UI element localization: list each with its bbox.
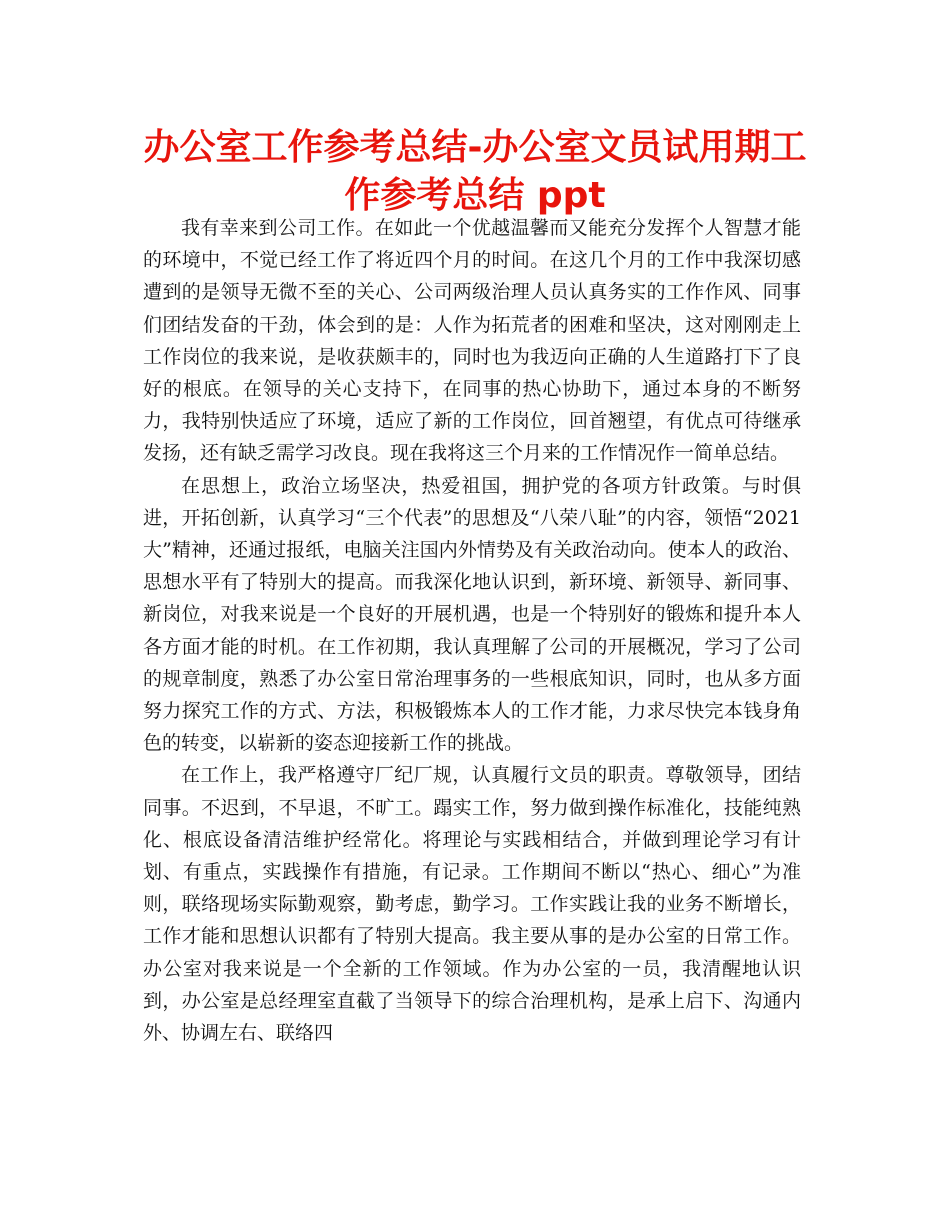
paragraph: 在思想上，政治立场坚决，热爱祖国，拥护党的各项方针政策。与时俱进，开拓创新，认真学习“三个代表”的思想及“八荣八耻”的内容，领悟“2021大”精神，还通过报纸，电脑关注国内外情势及有关政治动向。使本人的政治、思想水平有了特别大的提高。而我深化地认识到，新环境、新领导、新同事、新岗位，对我来说是一个良好的开展机遇，也是一个特别好的锻炼和提升本人各方面才能的时机。在工作初期，我认真理解了公司的开展概况，学习了公司的规章制度，熟悉了办公室日常治理事务的一些根底知识，同时，也从多方面努力探究工作的方式、方法，积极锻炼本人的工作才能，力求尽快完本钱身角色的转变，以崭新的姿态迎接新工作的挑战。 (143, 474, 801, 755)
document-title: 办公室工作参考总结-办公室文员试用期工作参考总结 ppt (143, 127, 807, 216)
paragraph: 我有幸来到公司工作。在如此一个优越温馨而又能充分发挥个人智慧才能的环境中，不觉已经工作了将近四个月的时间。在这几个月的工作中我深切感遭到的是领导无微不至的关心、公司两级治理人员认真务实的工作作风、同事们团结发奋的干劲，体会到的是：人作为拓荒者的困难和坚决，这对刚刚走上工作岗位的我来说，是收获颇丰的，同时也为我迈向正确的人生道路打下了良好的根底。在领导的关心支持下，在同事的热心协助下，通过本身的不断努力，我特别快适应了环境，适应了新的工作岗位，回首翘望，有优点可待继承发扬，还有缺乏需学习改良。现在我将这三个月来的工作情况作一简单总结。 (143, 217, 801, 465)
paragraph: 在工作上，我严格遵守厂纪厂规，认真履行文员的职责。尊敬领导，团结同事。不迟到，不早退，不旷工。蹋实工作，努力做到操作标准化，技能纯熟化、根底设备清洁维护经常化。将理论与实践相结合，并做到理论学习有计划、有重点，实践操作有措施，有记录。工作期间不断以“热心、细心”为准则，联络现场实际勤观察，勤考虑，勤学习。工作实践让我的业务不断增长，工作才能和思想认识都有了特别大提高。我主要从事的是办公室的日常工作。办公室对我来说是一个全新的工作领域。作为办公室的一员，我清醒地认识到，办公室是总经理室直截了当领导下的综合治理机构，是承上启下、沟通内外、协调左右、联络四 (143, 764, 801, 1045)
document-body (143, 212, 801, 1049)
